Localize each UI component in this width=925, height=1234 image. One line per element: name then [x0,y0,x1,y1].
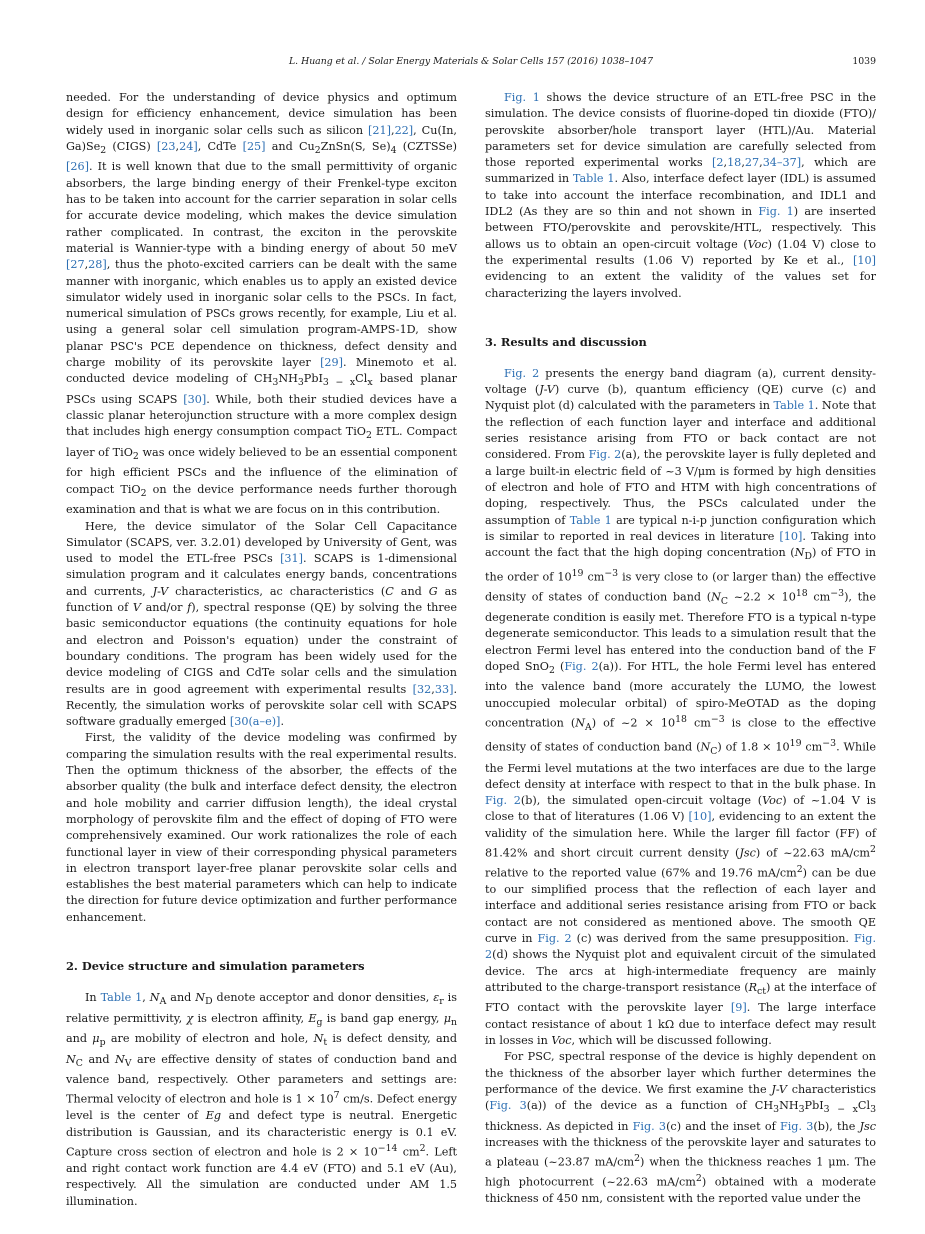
figure-link[interactable]: Fig. 2 [485,794,521,808]
paragraph: In Table 1, $N_A$ and $N_D$ denote acceptor and donor densities, $\varepsilon_r$ is relative permittivity, χ is electron affinity, $E_g$ is band gap energy, $\mu_n$ and $\mu_p$ are mobility of electron and hole, $N_t$ is defect density, and $N_C$ and $N_V$ are effective density of states of conduction band and valence band, respectively. Other parameters and settings are: Thermal velocity of electron and hole is $1 \times 10^7$ cm/s. Defect energy level is the center of Eg and defect type is neutral. Energetic distribution is Gaussian, and its characteristic energy is 0.1 eV. Capture cross section of electron and hole is $2 \times 10^{-14}$ $cm^2$. Left and right contact work function are 4.4 eV (FTO) and 5.1 eV (Au), respectively. All the simulation are conducted under AM 1.5 illumination. [66,991,457,1208]
figure-link[interactable]: Fig. 2 [537,931,572,945]
reference-link[interactable]: [23 [156,139,176,153]
reference-link[interactable]: [32 [412,682,432,696]
journal-citation: L. Huang et al. / Solar Energy Materials & Solar Cells 157 (2016) 1038–1047 [289,56,653,67]
figure-link[interactable]: Fig. 3 [632,1119,667,1133]
reference-link[interactable]: 22] [394,123,414,137]
paragraph: needed. For the understanding of device physics and optimum design for efficiency enhancement, device simulation has been widely used in inorganic solar cells such as silicon [21],22], Cu(In, $Ga)Se_2$ (CIGS) [23,24], CdTe [25] and $Cu_2ZnSn(S$, $Se)_4$ (CZTSSe) [26]. It is well known that due to the small permittivity of organic absorbers, the large binding energy of their Frenkel-type exciton has to be taken into account for the carrier separation in solar cells for accurate device modeling, which makes the device simulation rather complicated. In contrast, the exciton in the perovskite material is Wannier-type with a binding energy of about 50 meV [27,28], thus the photo-excited carriers can be dealt with the same manner with inorganic, which enables us to apply an existed device simulator widely used in inorganic solar cells to the PSCs. In fact, numerical simulation of PSCs grows recently, for example, Liu et al. using a general solar cell simulation program-AMPS-1D, show planar PSC's PCE dependence on thickness, defect density and charge mobility of its perovskite layer [29]. Minemoto et al. conducted device modeling of $CH_3NH_3PbI_{3 - x}Cl_x$ based planar PSCs using SCAPS [30]. While, both their studied devices have a classic planar heterojunction structure with a more complex design that includes high energy consumption compact TiO$_2$ ETL. Compact layer of TiO$_2$ was once widely believed to be an essential component for high efficient PSCs and the influence of the elimination of compact TiO$_2$ on the device performance needs further thorough examination and that is what we are focus on in this contribution. [66,91,457,517]
reference-link[interactable]: [27 [66,258,85,272]
paragraph: Fig. 2 presents the energy band diagram (a), current density-voltage (J-V) curve (b), quantum efficiency (QE) curve (c) and Nyquist plot (d) calculated with the parameters in Table 1. Note that the reflection of each function layer and interface and additional series resistance arising from FTO or back contact are not considered. From Fig. 2(a), the perovskite layer is fully depleted and a large built-in electric field of ~3 V/μm is formed by high densities of electron and hole of FTO and HTM with high concentrations of doping, respectively. Thus, the PSCs calculated under the assumption of Table 1 are typical n-i-p junction configuration which is similar to reported in real devices in literature [10]. Taking into account the fact that the high doping concentration $(N_D)$ of FTO in the order of $10^{19}$ $cm^{-3}$ is very close to (or larger than) the effective density of states of conduction band ($N_C$ ~2.2 × $10^{18}$ $cm^{-3}$), the degenerate condition is easily met. Therefore FTO is a typical n-type degenerate semiconductor. This leads to a simulation result that the electron Fermi level has entered into the conduction band of the F doped SnO$_2$ (Fig. 2(a)). For HTL, the hole Fermi level has entered into the valence band (more accurately the LUMO, the lowest unoccupied molecular orbital) of spiro-MeOTAD as the doping concentration $(N_A)$ of ~2 × $10^{18}$ $cm^{-3}$ is close to the effective density of states of conduction band $(N_C)$ of $1.8 \times 10^{19}$ $cm^{-3}$. While the Fermi level mutations at the two interfaces are due to the large defect density at interface with respect to that in the bulk phase. In Fig. 2(b), the simulated open-circuit voltage (Voc) of ~1.04 V is close to that of literatures (1.06 V) [10], evidencing to an extent the validity of the simulation here. While the larger fill factor (FF) of 81.42% and short circuit current density (Jsc) of ~22.63 $mA/cm^2$ relative to the reported value (67% and 19.76 $mA/cm^2$) can be due to our simplified process that the reflection of each layer and interface and additional series resistance arising from FTO or back contact are not considered as mentioned above. The smooth QE curve in Fig. 2 (c) was derived from the same presupposition. Fig. 2(d) shows the Nyquist plot and equivalent circuit of the simulated device. The arcs at high-intermediate frequency are mainly attributed to the charge-transport resistance $(R_{ct})$ at the interface of FTO contact with the perovskite layer [9]. The large interface contact resistance of about 1 kΩ due to interface defect may result in losses in Voc, which will be discussed following. [485,366,877,1047]
figure-link[interactable]: Fig. 2 [485,931,877,962]
figure-link[interactable]: Fig. 1 [758,205,794,219]
reference-link[interactable]: [26] [66,160,89,174]
paragraph: Here, the device simulator of the Solar Cell Capacitance Simulator (SCAPS, ver. 3.2.01) developed by University of Gent, was used to model the ETL-free PSCs [31]. SCAPS is 1-dimensional simulation program and it calculates energy bands, concentrations and currents, J-V characteristics, ac characteristics (C and G as function of V and/or f), spectral response (QE) by solving the three basic semiconductor equations (the continuity equations for hole and electron and Poisson's equation) under the constraint of boundary conditions. The program has been widely used for the device modeling of CIGS and CdTe solar cells and the simulation results are in good agreement with experimental results [32,33]. Recently, the simulation works of perovskite solar cell with SCAPS software gradually emerged [30(a–e)]. [66,519,457,729]
table-link[interactable]: Table 1 [569,513,612,527]
page-number: 1039 [852,56,876,67]
reference-link[interactable]: [2 [712,156,724,170]
right-column [485,90,876,1208]
reference-link[interactable]: [25] [242,139,266,153]
figure-link[interactable]: Fig. 2 [564,659,599,673]
reference-link[interactable]: [30(a–e)] [229,715,281,729]
running-header [66,56,876,70]
figure-link[interactable]: Fig. 2 [588,448,622,462]
table-link[interactable]: Table 1 [572,172,615,186]
paragraph: Fig. 1 shows the device structure of an ETL-free PSC in the simulation. The device consists of fluorine-doped tin dioxide (FTO)/ perovskite absorber/hole transport layer (HTL)/Au. Material parameters set for device simulation are carefully selected from those reported experimental works [2,18,27,34–37], which are summarized in Table 1. Also, interface defect layer (IDL) is assumed to take into account the interface recombination, and IDL1 and IDL2 (As they are so thin and not shown in Fig. 1) are inserted between FTO/perovskite and perovskite/HTL, respectively. This allows us to obtain an open-circuit voltage (Voc) (1.04 V) close to the experimental results (1.06 V) reported by Ke et al., [10] evidencing to an extent the validity of the values set for characterizing the layers involved. [485,91,877,300]
reference-link[interactable]: [9] [730,1001,747,1015]
reference-link[interactable]: [10] [688,810,712,824]
reference-link[interactable]: 33] [434,682,454,696]
reference-link[interactable]: [10] [779,529,803,543]
reference-link[interactable]: [21] [368,123,391,137]
paragraph: For PSC, spectral response of the device is highly dependent on the thickness of the absorber layer which further determines the performance of the device. We first examine the J-V characteristics (Fig. 3(a)) of the device as a function of $CH_3NH_3PbI_{3 - x}Cl_3$ thickness. As depicted in Fig. 3(c) and the inset of Fig. 3(b), the Jsc increases with the thickness of the perovskite layer and saturates to a plateau (~23.87 $mA/cm^2$) when the thickness reaches 1 μm. The high photocurrent (~22.63 $mA/cm^2$) obtained with a moderate thickness of 450 nm, consistent with the reported value under the [485,1050,877,1206]
reference-link[interactable]: [29] [320,355,344,369]
section-heading: 3. Results and discussion [485,334,647,349]
figure-link[interactable]: Fig. 3 [779,1119,814,1133]
paragraph: First, the validity of the device modeling was confirmed by comparing the simulation results with the real experimental results. Then the optimum thickness of the absorber, the effects of the absorber quality (the bulk and interface defect density, the electron and hole mobility and carrier diffusion length), the ideal crystal morphology of perovskite film and the effect of doping of FTO were comprehensively examined. Our work rationalizes the role of each functional layer in view of their corresponding physical parameters in electron transport layer-free planar perovskite solar cells and establishes the best material parameters which can help to indicate the direction for future device optimization and further performance enhancement. [66,731,457,924]
reference-link[interactable]: [31] [280,552,304,566]
left-column [66,90,457,1210]
reference-link[interactable]: 34–37] [762,156,802,170]
reference-link[interactable]: 24] [179,139,198,153]
table-link[interactable]: Table 1 [773,399,815,413]
reference-link[interactable]: 18 [727,156,742,170]
reference-link[interactable]: 27 [744,156,760,170]
reference-link[interactable]: [10] [853,253,876,267]
figure-link[interactable]: Fig. 3 [489,1099,527,1113]
reference-link[interactable]: Table 1 [100,991,143,1005]
section-heading: 2. Device structure and simulation parameters [66,959,365,974]
figure-link[interactable]: Fig. 1 [504,91,540,104]
reference-link[interactable]: [30] [183,392,207,406]
figure-link[interactable]: Fig. 2 [504,366,540,380]
reference-link[interactable]: 28] [88,258,107,272]
